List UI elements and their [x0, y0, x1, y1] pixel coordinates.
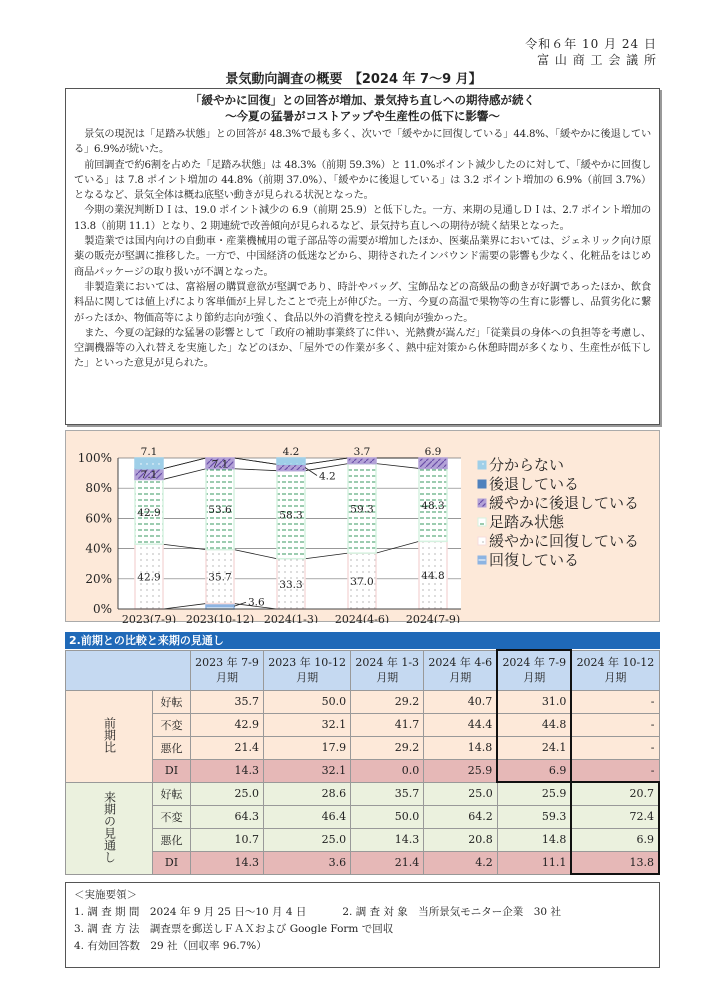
column-header: 2024 年 4-6 月期 — [424, 650, 498, 690]
header-date-org — [525, 36, 657, 68]
table-row — [66, 851, 660, 874]
row-label: DI — [153, 759, 191, 782]
column-header: 2023 年 10-12 月期 — [264, 650, 351, 690]
data-label: 35.7 — [208, 571, 232, 584]
table-row — [66, 805, 660, 828]
document-title: 景気動向調査の概要 【2024 年 7～9 月】 — [225, 72, 482, 87]
paragraph: 景気の現況は「足踏み状態」との回答が 48.3%で最も多く、次いで「緩やかに回復している」44.8%、「緩やかに後退している」6.9%が続いた。 — [74, 129, 651, 156]
column-header: 2024 年 7-9 月期 — [497, 650, 571, 690]
data-label: 58.3 — [279, 509, 303, 522]
table-cell: 25.0 — [424, 782, 498, 805]
summary-box — [65, 88, 660, 425]
table-row — [66, 828, 660, 851]
y-tick-label: 100% — [77, 451, 112, 465]
paragraph: 前回調査で約6割を占めた「足踏み状態」は 48.3%（前期 59.3%）と 11.0%ポイント減少したのに対して、「緩やかに回復している」は 7.8 ポイント増加の 44.8%（前期 37.0%）、「緩やかに後退している」は 3.2 ポイント増加の 6.9%（前回 3.7%）となるなど、景気全体は概ね底堅い動きが見られる状況となった。 — [74, 159, 651, 202]
table-row — [66, 713, 660, 736]
paragraph: また、今夏の記録的な猛暑の影響として「政府の補助事業終了に伴い、光熱費が嵩んだ」「従業員の身体への負担等を考慮し、空調機器等の入れ替えを実施した」などのほか、「屋外での作業が多く、熱中症対策から休憩時間が多くなり、生産性が低下した」といった意見が見られた。 — [74, 327, 651, 370]
x-tick-label: 2024(1-3) — [263, 613, 319, 623]
table-cell: 20.8 — [424, 828, 498, 851]
group-label: 前期比 — [66, 690, 153, 782]
data-label: 48.3 — [421, 499, 445, 512]
headline: 「緩やかに回復」との回答が増加、景気持ち直しへの期待感が続く — [190, 93, 535, 107]
table-row — [66, 759, 660, 782]
subheadline: ～今夏の猛暑がコストアップや生産性の低下に影響～ — [225, 109, 500, 123]
bar-segment — [206, 604, 234, 609]
x-tick-label: 2024(7-9) — [405, 613, 461, 623]
table-cell: 14.8 — [424, 736, 498, 759]
data-label: 3.6 — [248, 596, 265, 609]
legend-swatch — [478, 556, 486, 564]
column-header: 2024 年 1-3 月期 — [351, 650, 424, 690]
table-cell: 24.1 — [497, 736, 571, 759]
data-label: 6.9 — [424, 446, 442, 458]
table-cell: 42.9 — [191, 713, 264, 736]
data-label: 33.3 — [279, 578, 303, 591]
legend-label: 回復している — [489, 551, 580, 569]
row-label: 好転 — [153, 690, 191, 713]
data-label: 4.2 — [319, 470, 336, 483]
table-cell: - — [571, 759, 659, 782]
table-cell: 46.4 — [264, 805, 351, 828]
table-cell: 29.2 — [351, 736, 424, 759]
legend-label: 分からない — [489, 456, 565, 474]
x-tick-label: 2023(7-9) — [121, 613, 177, 623]
table-cell: 3.6 — [264, 851, 351, 874]
x-tick-label: 2024(4-6) — [334, 613, 390, 623]
table-cell: 25.0 — [264, 828, 351, 851]
bar-segment — [419, 458, 447, 468]
table-row — [66, 690, 660, 713]
y-tick-label: 80% — [85, 481, 112, 496]
legend-swatch — [478, 537, 486, 545]
stacked-bar-chart — [65, 430, 660, 622]
table-row — [66, 736, 660, 759]
table-cell: 14.3 — [351, 828, 424, 851]
data-label: 37.0 — [350, 576, 374, 589]
y-tick-label: 60% — [85, 511, 112, 526]
table-cell: 25.9 — [497, 782, 571, 805]
table-cell: 28.6 — [264, 782, 351, 805]
comparison-table-section — [65, 632, 660, 875]
bar-segment — [135, 458, 163, 469]
data-label: 42.9 — [137, 506, 161, 519]
paragraph: 今期の業況判断ＤＩは、19.0 ポイント減少の 6.9（前期 25.9）と低下した。一方、来期の見通しＤＩは、2.7 ポイント増加の 13.8（前期 11.1）となり、2 期連続で改善傾向が見られるなど、景気持ち直しへの期待が続く結果となった。 — [74, 205, 651, 232]
group-label: 来期の見通し — [66, 782, 153, 874]
row-label: 不変 — [153, 713, 191, 736]
table-cell: 50.0 — [351, 805, 424, 828]
data-label: 4.2 — [282, 446, 300, 458]
table-cell: 50.0 — [264, 690, 351, 713]
table-cell: 25.9 — [424, 759, 498, 782]
bar-segment — [348, 458, 376, 464]
table-cell: 44.4 — [424, 713, 498, 736]
table-cell: - — [571, 713, 659, 736]
table-cell: 40.7 — [424, 690, 498, 713]
column-header: 2023 年 7-9 月期 — [191, 650, 264, 690]
table-cell: 10.7 — [191, 828, 264, 851]
table-cell: 41.7 — [351, 713, 424, 736]
table-cell: 25.0 — [191, 782, 264, 805]
bar-segment — [277, 464, 305, 470]
valid-responses: 4. 有効回答数 29 社（回収率 96.7%） — [74, 940, 267, 952]
column-header: 2024 年 10-12 月期 — [571, 650, 659, 690]
date: 令和６年 10 月 24 日 — [525, 37, 657, 51]
legend-swatch — [478, 461, 486, 469]
table-cell: 21.4 — [351, 851, 424, 874]
table-header-row — [66, 650, 660, 690]
table-cell: 21.4 — [191, 736, 264, 759]
footer-heading: ＜実施要領＞ — [74, 889, 137, 901]
table-cell: 44.8 — [497, 713, 571, 736]
table-cell: 11.1 — [497, 851, 571, 874]
survey-period: 1. 調 査 期 間 2024 年 9 月 25 日～10 月 4 日 — [74, 906, 307, 918]
table-cell: 20.7 — [571, 782, 659, 805]
chart-svg — [66, 431, 661, 623]
table-cell: 59.3 — [497, 805, 571, 828]
table-cell: 31.0 — [497, 690, 571, 713]
table-cell: 72.4 — [571, 805, 659, 828]
table-cell: 6.9 — [571, 828, 659, 851]
y-tick-label: 20% — [85, 571, 112, 586]
row-label: DI — [153, 851, 191, 874]
paragraph: 非製造業においては、富裕層の購買意欲が堅調であり、時計やバッグ、宝飾品などの高級品の動きが好調であったほか、飲食料品に関しては値上げにより客単価が上昇したことで売上が伸びた。一方、今夏の高温で果物等の生育に影響し、品質劣化に繋がったほか、物価高等により節約志向が強く、食品以外の消費を控える傾向が強かった。 — [74, 281, 651, 324]
table-cell: 14.3 — [191, 759, 264, 782]
table-cell: 64.2 — [424, 805, 498, 828]
data-label: 53.6 — [208, 504, 232, 517]
table-cell: 64.3 — [191, 805, 264, 828]
bar-segment — [277, 458, 305, 464]
legend-swatch — [478, 480, 486, 488]
table-row — [66, 782, 660, 805]
table-cell: 6.9 — [497, 759, 571, 782]
table-cell: 4.2 — [424, 851, 498, 874]
organization: 富 山 商 工 会 議 所 — [537, 53, 657, 67]
table-cell: 32.1 — [264, 759, 351, 782]
data-label: 44.8 — [421, 570, 445, 583]
table-title: 2.前期との比較と来期の見通し — [65, 632, 660, 649]
paragraph: 製造業では国内向けの自動車・産業機械用の電子部品等の需要が増加したほか、医薬品業界においては、ジェネリック向け原薬の販売が堅調に推移した。一方で、中国経済の低迷などから、期待されたインバウンド需要の影響も少なく、化粧品をはじめ商品パッケージの取り扱いが不調となった。 — [74, 236, 651, 278]
comparison-table — [65, 649, 660, 875]
data-label: 59.3 — [350, 503, 374, 516]
row-label: 好転 — [153, 782, 191, 805]
table-cell: - — [571, 736, 659, 759]
data-label: 42.9 — [137, 571, 161, 584]
survey-target: 2. 調 査 対 象 当所景気モニター企業 30 社 — [342, 906, 561, 918]
row-label: 悪化 — [153, 736, 191, 759]
legend-swatch — [478, 518, 486, 526]
row-label: 不変 — [153, 805, 191, 828]
data-label: 7.1 — [140, 469, 158, 482]
y-tick-label: 40% — [85, 541, 112, 556]
data-label: 3.7 — [353, 446, 371, 458]
row-label: 悪化 — [153, 828, 191, 851]
table-cell: 14.3 — [191, 851, 264, 874]
table-cell: 35.7 — [191, 690, 264, 713]
legend-label: 緩やかに回復している — [489, 532, 640, 550]
table-cell: - — [571, 690, 659, 713]
legend-label: 後退している — [489, 475, 580, 493]
table-cell: 14.8 — [497, 828, 571, 851]
table-cell: 0.0 — [351, 759, 424, 782]
legend-swatch — [478, 499, 486, 507]
corner-cell — [66, 650, 191, 690]
x-tick-label: 2023(10-12) — [185, 613, 255, 623]
table-cell: 32.1 — [264, 713, 351, 736]
table-cell: 29.2 — [351, 690, 424, 713]
table-cell: 17.9 — [264, 736, 351, 759]
survey-method: 3. 調 査 方 法 調査票を郵送しＦＡＸおよび Google Form で回収 — [74, 923, 394, 935]
data-label: 7.1 — [140, 446, 158, 458]
legend-label: 足踏み状態 — [489, 513, 565, 531]
table-cell: 35.7 — [351, 782, 424, 805]
legend-label: 緩やかに後退している — [489, 494, 640, 512]
y-tick-label: 0% — [92, 602, 112, 616]
table-cell: 13.8 — [571, 851, 659, 874]
data-label: 7.1 — [211, 458, 229, 471]
survey-details — [65, 882, 660, 968]
